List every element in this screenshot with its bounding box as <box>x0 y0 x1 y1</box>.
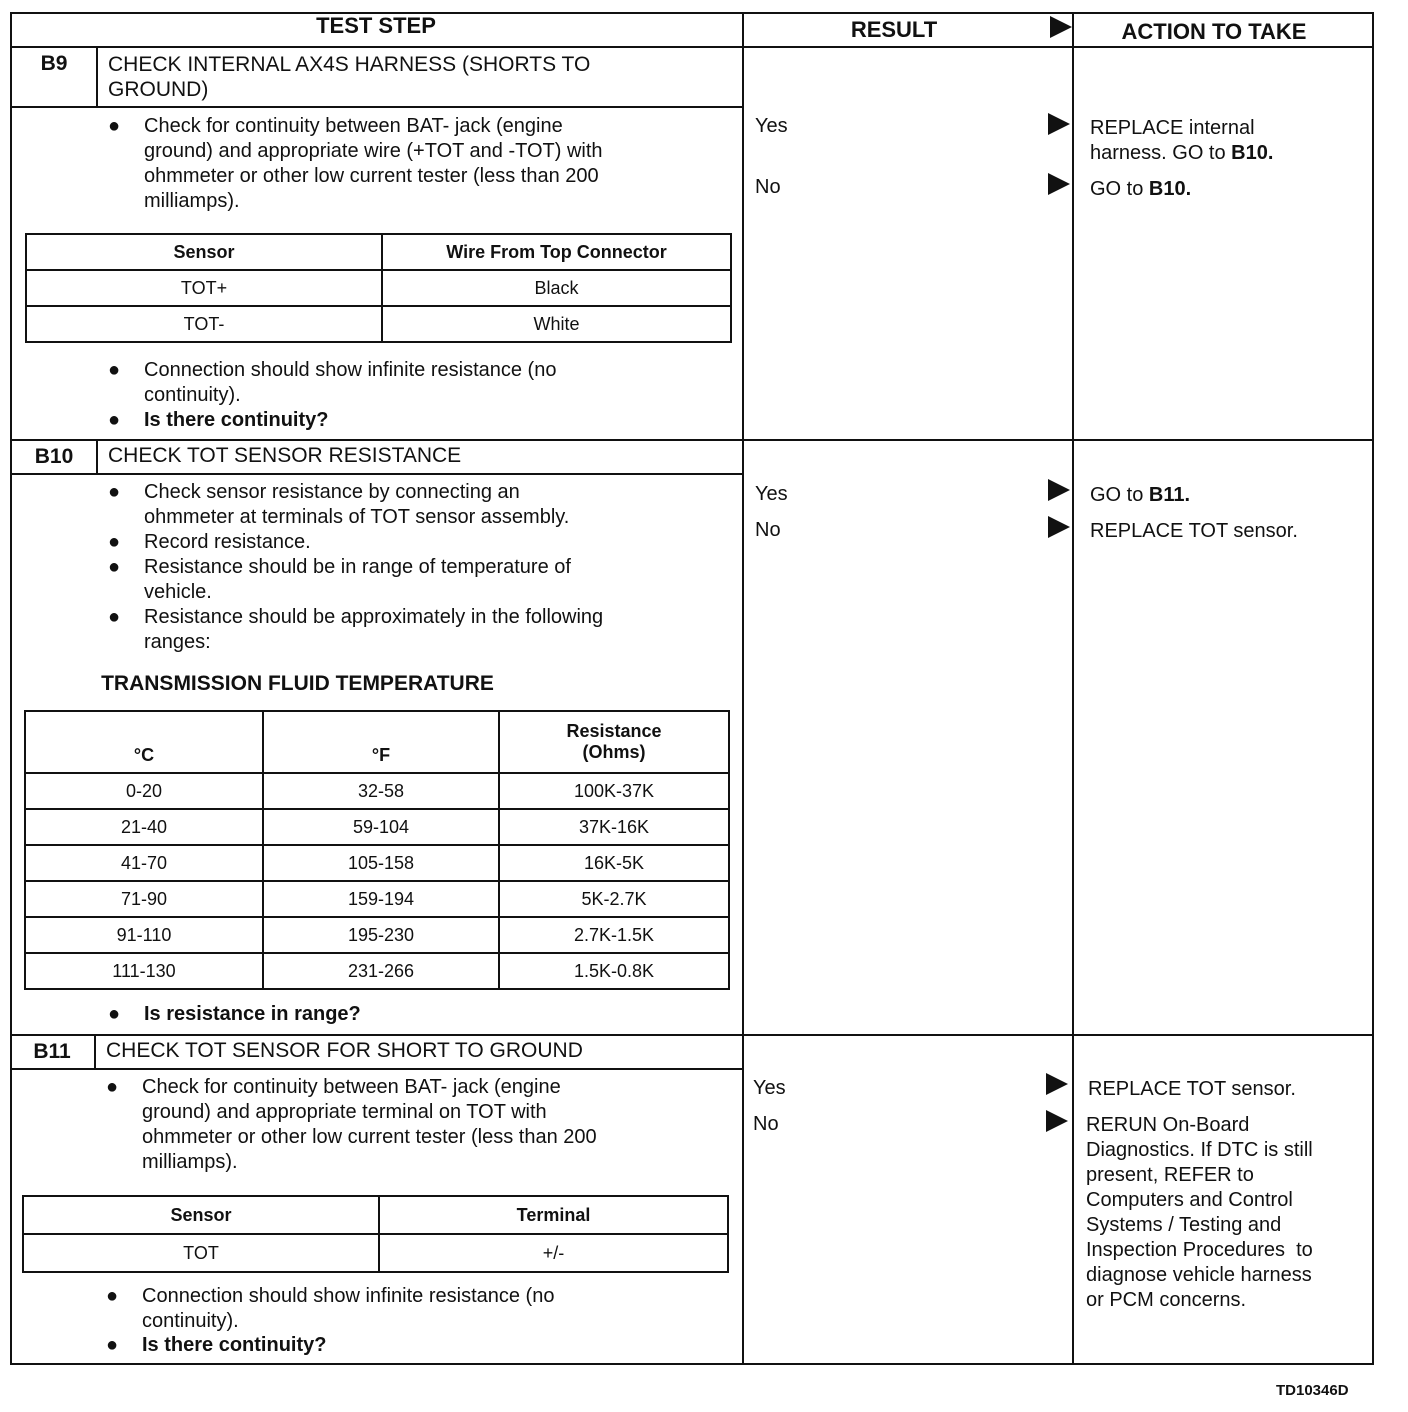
table-cell: 91-110 <box>25 917 263 953</box>
table-cell: 41-70 <box>25 845 263 881</box>
b11-id-divider <box>94 1034 96 1069</box>
table-row <box>25 881 729 917</box>
bullet-line: milliamps). <box>144 190 240 212</box>
bullet-icon: ● <box>108 606 121 628</box>
action-step-ref: B10. <box>1148 178 1192 200</box>
table-cell: 16K-5K <box>499 845 729 881</box>
bullet-line: Connection should show infinite resistance (no <box>144 359 557 381</box>
table-cell: +/- <box>379 1234 728 1272</box>
step-id-b11: B11 <box>33 1040 71 1063</box>
action-line: RERUN On-Board <box>1086 1114 1250 1136</box>
table-row <box>26 270 731 306</box>
column-divider-result <box>742 12 744 1365</box>
action-line: harness. GO to <box>1090 142 1232 164</box>
table-cell: 105-158 <box>263 845 499 881</box>
table-cell: TOT+ <box>26 270 382 306</box>
table-cell: 59-104 <box>263 809 499 845</box>
b11-action-yes: REPLACE TOT sensor. <box>1088 1078 1296 1100</box>
bullet-icon: ● <box>106 1334 119 1356</box>
bullet-icon: ● <box>108 481 121 503</box>
temperature-resistance-table <box>24 710 730 990</box>
action-step-ref: B10. <box>1231 142 1274 164</box>
bullet-line: milliamps). <box>142 1151 238 1173</box>
table-cell: 231-266 <box>263 953 499 989</box>
bullet-line: ground) and appropriate terminal on TOT with <box>142 1101 547 1123</box>
table-header-wire: Wire From Top Connector <box>382 234 731 270</box>
bullet-icon: ● <box>108 531 121 553</box>
resistance-header-line: Resistance <box>566 721 662 741</box>
table-header-fahrenheit: °F <box>263 711 499 773</box>
bullet-line: Connection should show infinite resistance (no <box>142 1285 555 1307</box>
bullet-line: Record resistance. <box>144 531 311 553</box>
arrow-icon <box>1048 479 1070 501</box>
header-arrow-icon <box>1050 16 1072 38</box>
table-header-terminal: Terminal <box>379 1196 728 1234</box>
bullet-icon: ● <box>108 556 121 578</box>
action-line: GO to <box>1090 178 1149 200</box>
bullet-icon: ● <box>108 1003 121 1025</box>
table-cell: 71-90 <box>25 881 263 917</box>
b11-result-no: No <box>753 1113 779 1135</box>
b11-sensor-terminal-table <box>22 1195 729 1273</box>
step-id-b9: B9 <box>40 52 68 75</box>
action-line: diagnose vehicle harness <box>1086 1264 1312 1286</box>
step-title-b11: CHECK TOT SENSOR FOR SHORT TO GROUND <box>106 1039 583 1062</box>
b10-id-divider <box>96 439 98 474</box>
arrow-icon <box>1048 516 1070 538</box>
b10-title-divider <box>10 473 743 475</box>
bullet-icon: ● <box>108 409 121 431</box>
bullet-line: ranges: <box>144 631 211 653</box>
arrow-icon <box>1048 113 1070 135</box>
b11-title-divider <box>10 1068 743 1070</box>
action-step-ref: B11. <box>1148 484 1191 506</box>
table-cell: 2.7K-1.5K <box>499 917 729 953</box>
step-title-line: CHECK INTERNAL AX4S HARNESS (SHORTS TO <box>108 53 591 76</box>
arrow-icon <box>1046 1073 1068 1095</box>
bullet-line: continuity). <box>142 1310 239 1332</box>
table-row <box>25 845 729 881</box>
step-title-line: GROUND) <box>108 78 209 101</box>
table-cell: 111-130 <box>25 953 263 989</box>
action-line: GO to <box>1090 484 1149 506</box>
b9-result-no: No <box>755 176 781 198</box>
table-row <box>25 953 729 989</box>
temperature-table-title <box>25 672 730 696</box>
table-cell: Black <box>382 270 731 306</box>
b11-result-yes: Yes <box>753 1077 786 1099</box>
b10-action-yes <box>1090 483 1190 508</box>
table-cell: 32-58 <box>263 773 499 809</box>
bullet-line: Resistance should be in range of temperature of <box>144 556 571 578</box>
step-title-b9 <box>108 52 590 102</box>
table-cell: TOT- <box>26 306 382 342</box>
table-row <box>26 306 731 342</box>
table-cell: TOT <box>23 1234 379 1272</box>
bullet-line: continuity). <box>144 384 241 406</box>
b10-action-no: REPLACE TOT sensor. <box>1090 520 1298 542</box>
bullet-line: Check for continuity between BAT- jack (engine <box>142 1076 561 1098</box>
table-cell: 100K-37K <box>499 773 729 809</box>
header-test-step: TEST STEP <box>316 13 436 38</box>
bullet-line: ground) and appropriate wire (+TOT and -TOT) with <box>144 140 603 162</box>
arrow-icon <box>1046 1110 1068 1132</box>
action-line: Diagnostics. If DTC is still <box>1086 1139 1313 1161</box>
b9-action-yes <box>1090 116 1273 166</box>
table-cell: 5K-2.7K <box>499 881 729 917</box>
b9-result-yes: Yes <box>755 115 788 137</box>
action-line: Computers and Control <box>1086 1189 1293 1211</box>
action-line: REPLACE internal <box>1090 117 1255 139</box>
arrow-icon <box>1048 173 1070 195</box>
b9-action-no <box>1090 177 1191 202</box>
bullet-icon: ● <box>106 1076 119 1098</box>
header-action: ACTION TO TAKE <box>1121 19 1307 44</box>
table-header-celsius: °C <box>25 711 263 773</box>
bullet-icon: ● <box>108 115 121 137</box>
table-header-sensor: Sensor <box>23 1196 379 1234</box>
step-id-b10: B10 <box>34 445 74 468</box>
question-text: Is there continuity? <box>142 1334 327 1356</box>
bullet-icon: ● <box>108 359 121 381</box>
temperature-table-title-text: TRANSMISSION FLUID TEMPERATURE <box>101 672 494 695</box>
action-line: or PCM concerns. <box>1086 1289 1247 1311</box>
action-line: Systems / Testing and <box>1086 1214 1282 1236</box>
resistance-header-line: (Ohms) <box>582 742 646 762</box>
table-cell: 1.5K-0.8K <box>499 953 729 989</box>
step-title-b10: CHECK TOT SENSOR RESISTANCE <box>108 444 462 467</box>
step-divider-b11 <box>10 1034 1374 1036</box>
table-cell: 0-20 <box>25 773 263 809</box>
table-cell: 195-230 <box>263 917 499 953</box>
bullet-line: ohmmeter or other low current tester (less than 200 <box>144 165 599 187</box>
table-row <box>25 917 729 953</box>
table-cell: 21-40 <box>25 809 263 845</box>
bullet-line: Resistance should be approximately in the following <box>144 606 604 628</box>
bullet-line: ohmmeter or other low current tester (less than 200 <box>142 1126 597 1148</box>
question-text: Is resistance in range? <box>144 1003 361 1025</box>
column-divider-action <box>1072 12 1074 1365</box>
table-row <box>25 773 729 809</box>
table-cell: 159-194 <box>263 881 499 917</box>
bullet-line: Check for continuity between BAT- jack (engine <box>144 115 563 137</box>
bullet-line: Check sensor resistance by connecting an <box>144 481 520 503</box>
action-line: Inspection Procedures to <box>1086 1239 1313 1261</box>
bullet-line: ohmmeter at terminals of TOT sensor assembly. <box>144 506 570 528</box>
b9-title-divider <box>10 106 743 108</box>
b9-id-divider <box>96 46 98 107</box>
table-cell: White <box>382 306 731 342</box>
table-header-sensor: Sensor <box>26 234 382 270</box>
header-divider <box>10 46 1374 48</box>
step-divider-b10 <box>10 439 1374 441</box>
b10-result-yes: Yes <box>755 483 788 505</box>
question-text: Is there continuity? <box>144 409 329 431</box>
b10-result-no: No <box>755 519 781 541</box>
table-row <box>23 1234 728 1272</box>
table-row <box>25 809 729 845</box>
table-cell: 37K-16K <box>499 809 729 845</box>
bullet-line: vehicle. <box>144 581 212 603</box>
table-header-resistance <box>499 711 729 773</box>
header-result: RESULT <box>850 17 938 42</box>
b11-action-no <box>1086 1113 1370 1313</box>
bullet-icon: ● <box>106 1285 119 1307</box>
figure-id: TD10346D <box>1276 1382 1349 1399</box>
action-line: present, REFER to <box>1086 1164 1254 1186</box>
b9-sensor-wire-table <box>25 233 732 343</box>
